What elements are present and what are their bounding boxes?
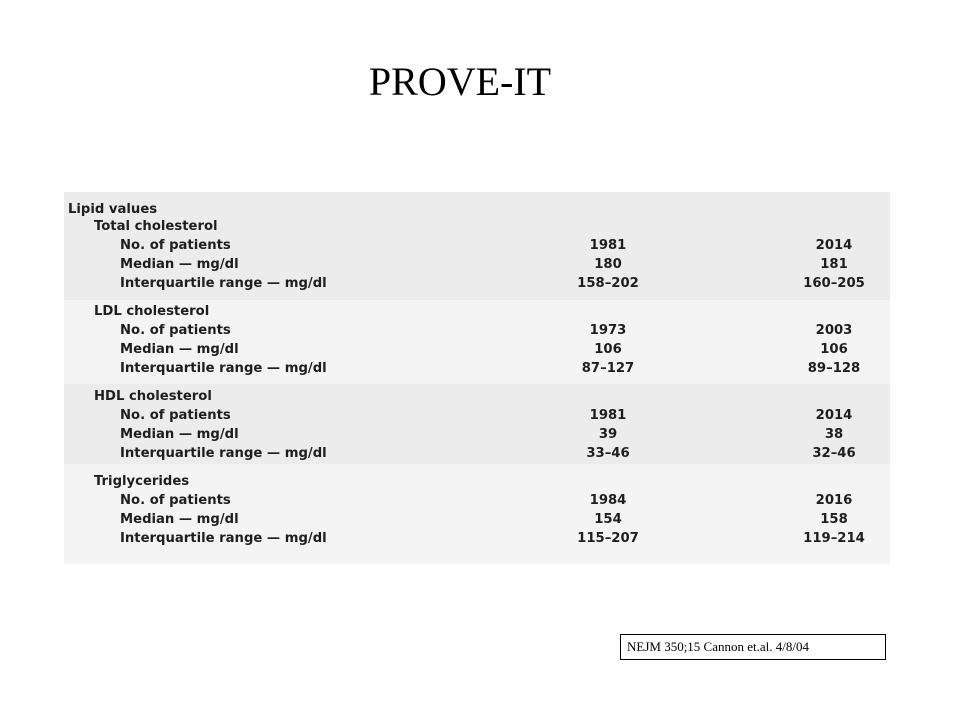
group-header-row xyxy=(64,217,890,237)
cell-value: 39 xyxy=(598,427,618,442)
table-row xyxy=(64,406,890,426)
cell-value: 1981 xyxy=(589,408,627,423)
table-row xyxy=(64,236,890,256)
row-label: No. of patients xyxy=(120,493,231,508)
group-header-row xyxy=(64,387,890,407)
table-row xyxy=(64,444,890,464)
slide-title: PROVE-IT xyxy=(368,59,552,104)
cell-value: 1984 xyxy=(589,493,627,508)
cell-value: 154 xyxy=(594,512,622,527)
row-label: Interquartile range — mg/dl xyxy=(120,361,327,376)
cell-value: 1973 xyxy=(589,323,627,338)
row-label: No. of patients xyxy=(120,408,231,423)
cell-value: 119–214 xyxy=(803,531,865,546)
cell-value: 158 xyxy=(820,512,848,527)
group-header-row xyxy=(64,302,890,322)
cell-value: 106 xyxy=(820,342,848,357)
cell-value: 38 xyxy=(824,427,844,442)
cell-value: 180 xyxy=(594,257,622,272)
table-row xyxy=(64,529,890,549)
cell-value: 33–46 xyxy=(586,446,630,461)
cell-value: 106 xyxy=(594,342,622,357)
group-header-row xyxy=(64,472,890,492)
table-heading: Lipid values xyxy=(68,202,158,217)
table-row xyxy=(64,491,890,511)
row-label: Interquartile range — mg/dl xyxy=(120,531,327,546)
cell-value: 32–46 xyxy=(812,446,856,461)
group-name: Triglycerides xyxy=(94,474,190,489)
row-label: Median — mg/dl xyxy=(120,427,239,442)
group-name: LDL cholesterol xyxy=(94,304,210,319)
cell-value: 2014 xyxy=(815,408,853,423)
cell-value: 2014 xyxy=(815,238,853,253)
cell-value: 181 xyxy=(820,257,848,272)
table-row xyxy=(64,425,890,445)
row-label: Median — mg/dl xyxy=(120,257,239,272)
row-label: No. of patients xyxy=(120,238,231,253)
cell-value: 160–205 xyxy=(803,276,865,291)
cell-value: 89–128 xyxy=(807,361,861,376)
table-row xyxy=(64,255,890,275)
row-label: Interquartile range — mg/dl xyxy=(120,276,327,291)
cell-value: 87–127 xyxy=(581,361,635,376)
table-row xyxy=(64,274,890,294)
lipid-values-table xyxy=(64,192,890,564)
cell-value: 1981 xyxy=(589,238,627,253)
group-name: HDL cholesterol xyxy=(94,389,212,404)
citation-box: NEJM 350;15 Cannon et.al. 4/8/04 xyxy=(620,634,886,660)
cell-value: 2003 xyxy=(815,323,853,338)
table-row xyxy=(64,321,890,341)
cell-value: 115–207 xyxy=(577,531,639,546)
row-label: Median — mg/dl xyxy=(120,512,239,527)
cell-value: 158–202 xyxy=(577,276,639,291)
group-name: Total cholesterol xyxy=(94,219,218,234)
row-label: Interquartile range — mg/dl xyxy=(120,446,327,461)
row-label: No. of patients xyxy=(120,323,231,338)
row-label: Median — mg/dl xyxy=(120,342,239,357)
table-row xyxy=(64,359,890,379)
table-row xyxy=(64,510,890,530)
table-row xyxy=(64,340,890,360)
cell-value: 2016 xyxy=(815,493,853,508)
